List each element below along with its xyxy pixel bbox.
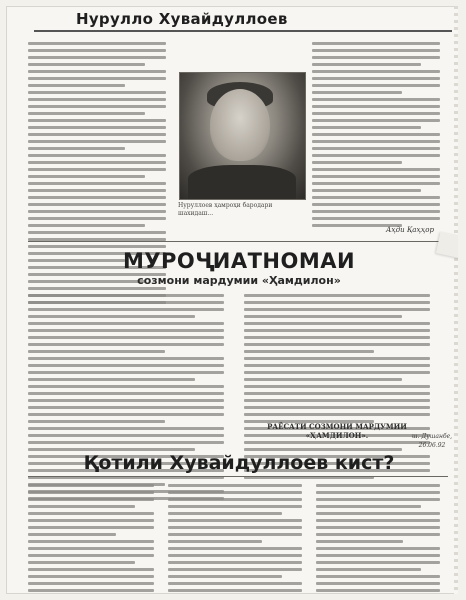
torn-edge	[454, 6, 458, 594]
portrait-photo	[179, 72, 306, 200]
obituary-name: Нурулло Хувайдуллоев	[76, 10, 288, 28]
appeal-dateline: ш. Душанбе, 26.06.92	[411, 433, 453, 449]
appeal-heading: МУРОҶИАТНОМАИ	[122, 249, 356, 273]
appeal-subheading: созмони мардумии «Ҳамдилон»	[137, 274, 341, 287]
photo-caption: Нуруллоев ҳамроҳи бародари шахидаш...	[178, 202, 273, 217]
appeal-signature: РАЁСАТИ СОЗМОНИ МАРДУМИИ «ҲАМДИЛОН».	[267, 422, 407, 440]
newspaper-clipping	[6, 6, 458, 594]
top-rule	[34, 30, 452, 32]
obituary-signature: Аҳди Қаҳҳор	[386, 226, 434, 234]
question-col-1	[28, 484, 154, 594]
portrait-suit	[188, 165, 296, 199]
question-heading: Қотили Хувайдуллоев кист?	[83, 452, 395, 474]
section-divider	[28, 241, 448, 242]
question-divider	[28, 476, 448, 477]
question-col-3	[316, 484, 440, 594]
portrait-face	[210, 89, 270, 161]
obituary-col-right	[312, 42, 440, 231]
question-col-2	[168, 484, 302, 594]
